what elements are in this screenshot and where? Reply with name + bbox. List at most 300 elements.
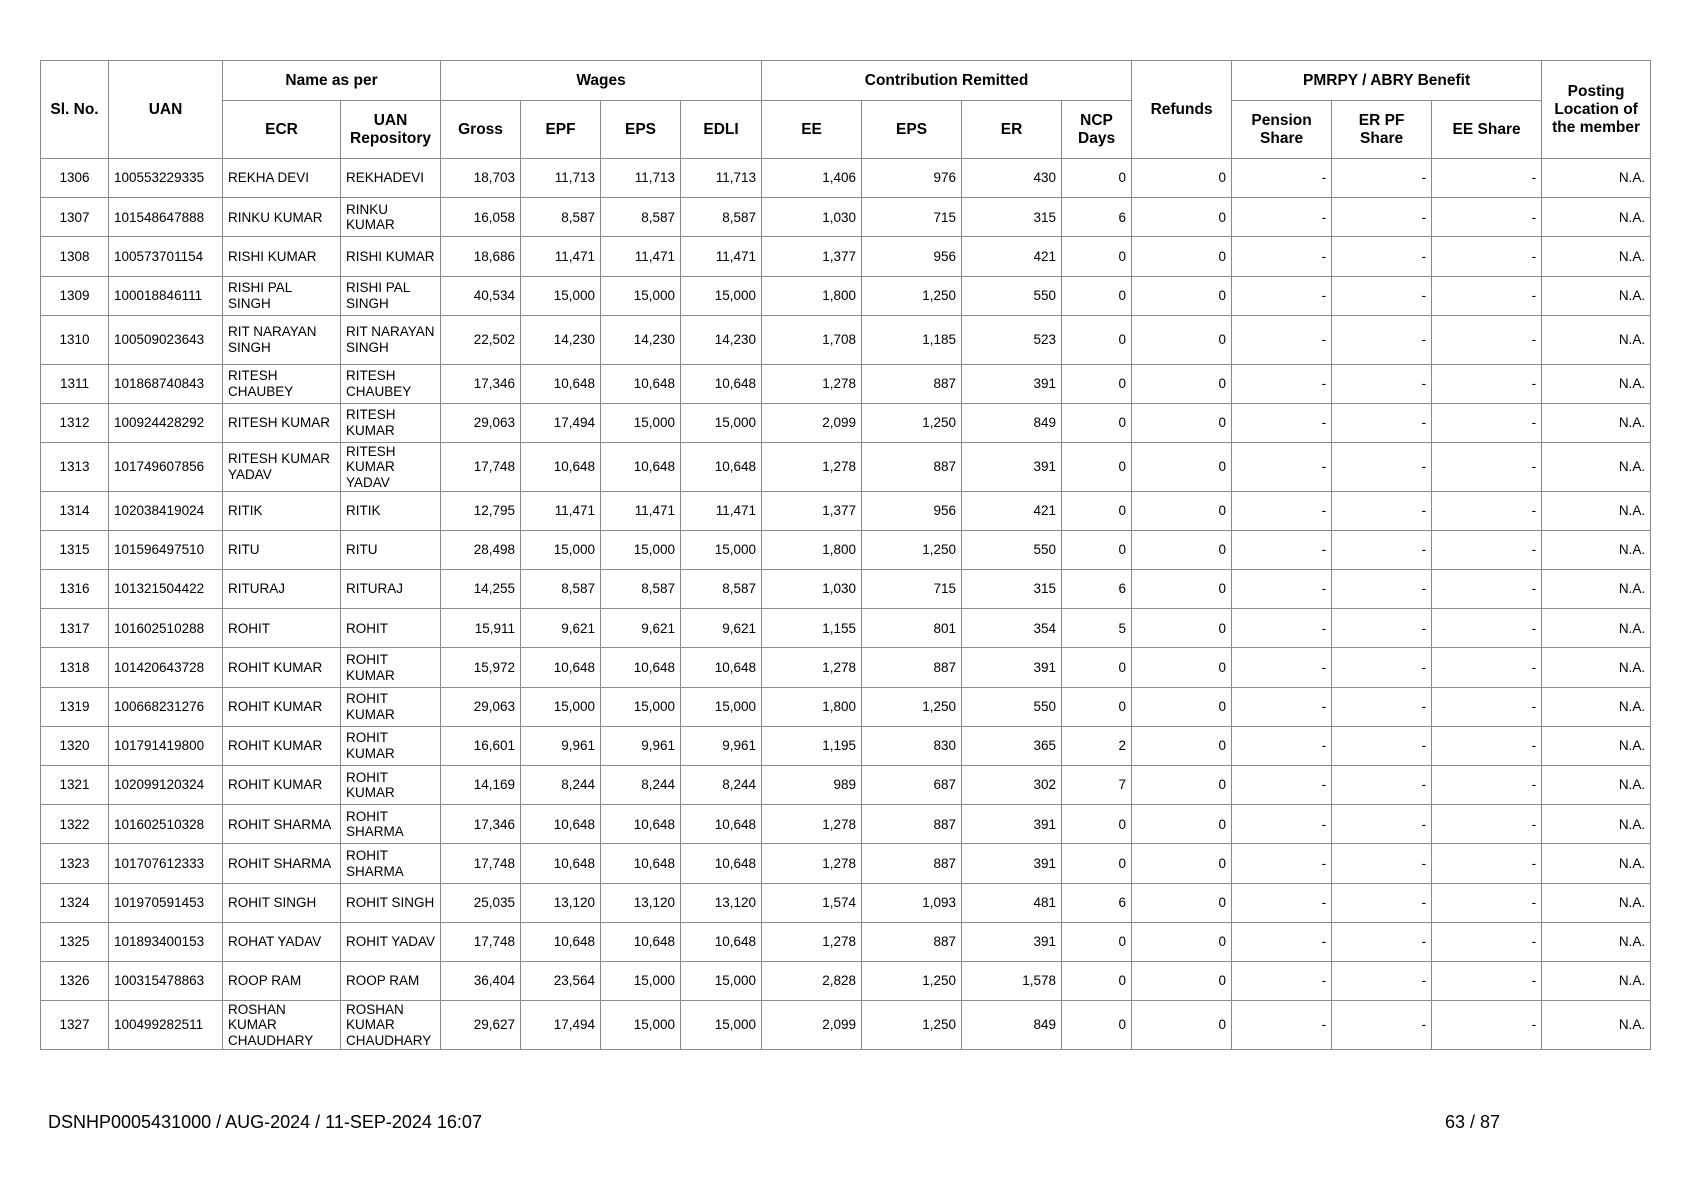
cell-ee: 1,195 (762, 726, 862, 765)
cell-er-pf-share: - (1332, 1001, 1432, 1050)
cell-uan: 102038419024 (109, 491, 223, 530)
cell-sl-no: 1310 (41, 315, 109, 364)
cell-ee-share: - (1432, 766, 1542, 805)
cell-name-ecr: RISHI PAL SINGH (223, 276, 341, 315)
cell-pension-share: - (1232, 159, 1332, 198)
col-header-refunds: Refunds (1132, 61, 1232, 159)
cell-ee-share: - (1432, 648, 1542, 687)
cell-pension-share: - (1232, 687, 1332, 726)
cell-epf: 17,494 (521, 403, 601, 442)
cell-edli: 11,471 (681, 491, 762, 530)
cell-name-uan-repository: REKHADEVI (341, 159, 441, 198)
cell-er-pf-share: - (1332, 276, 1432, 315)
posting-label: Posting (1567, 82, 1625, 100)
cell-name-uan-repository: ROHIT (341, 609, 441, 648)
cell-uan: 100509023643 (109, 315, 223, 364)
cell-eps-wages: 11,471 (601, 491, 681, 530)
cell-uan: 100018846111 (109, 276, 223, 315)
cell-eps-contribution: 801 (862, 609, 962, 648)
cell-gross: 29,063 (441, 403, 521, 442)
cell-pension-share: - (1232, 726, 1332, 765)
cell-er: 302 (962, 766, 1062, 805)
cell-eps-contribution: 1,250 (862, 1001, 962, 1050)
cell-pension-share: - (1232, 315, 1332, 364)
cell-gross: 17,748 (441, 844, 521, 883)
cell-er: 391 (962, 442, 1062, 491)
cell-er-pf-share: - (1332, 883, 1432, 922)
cell-er-pf-share: - (1332, 159, 1432, 198)
cell-uan: 101868740843 (109, 364, 223, 403)
cell-name-ecr: RITURAJ (223, 570, 341, 609)
cell-gross: 40,534 (441, 276, 521, 315)
cell-gross: 14,169 (441, 766, 521, 805)
cell-er-pf-share: - (1332, 961, 1432, 1000)
cell-edli: 15,000 (681, 687, 762, 726)
cell-er-pf-share: - (1332, 442, 1432, 491)
cell-pension-share: - (1232, 570, 1332, 609)
cell-name-ecr: RITESH KUMAR YADAV (223, 442, 341, 491)
cell-ee-share: - (1432, 364, 1542, 403)
cell-ee: 1,278 (762, 844, 862, 883)
cell-ee: 1,708 (762, 315, 862, 364)
cell-uan: 100315478863 (109, 961, 223, 1000)
cell-ncp-days: 0 (1062, 805, 1132, 844)
cell-ee: 989 (762, 766, 862, 805)
cell-epf: 15,000 (521, 530, 601, 569)
cell-eps-contribution: 1,250 (862, 403, 962, 442)
cell-refunds: 0 (1132, 159, 1232, 198)
cell-edli: 13,120 (681, 883, 762, 922)
cell-ee: 1,377 (762, 237, 862, 276)
cell-eps-wages: 15,000 (601, 530, 681, 569)
cell-posting-location: N.A. (1542, 442, 1651, 491)
cell-ee: 1,800 (762, 276, 862, 315)
cell-sl-no: 1316 (41, 570, 109, 609)
cell-gross: 22,502 (441, 315, 521, 364)
cell-gross: 15,911 (441, 609, 521, 648)
cell-eps-wages: 8,587 (601, 570, 681, 609)
cell-edli: 10,648 (681, 442, 762, 491)
cell-name-ecr: ROSHAN KUMAR CHAUDHARY (223, 1001, 341, 1050)
cell-ee: 1,278 (762, 364, 862, 403)
cell-pension-share: - (1232, 805, 1332, 844)
cell-refunds: 0 (1132, 687, 1232, 726)
cell-pension-share: - (1232, 883, 1332, 922)
cell-epf: 10,648 (521, 364, 601, 403)
cell-eps-contribution: 1,093 (862, 883, 962, 922)
cell-edli: 10,648 (681, 844, 762, 883)
cell-name-uan-repository: RISHI PAL SINGH (341, 276, 441, 315)
cell-gross: 18,703 (441, 159, 521, 198)
cell-er: 421 (962, 237, 1062, 276)
cell-ee: 1,574 (762, 883, 862, 922)
cell-eps-wages: 8,587 (601, 198, 681, 237)
cell-sl-no: 1306 (41, 159, 109, 198)
cell-eps-wages: 15,000 (601, 687, 681, 726)
cell-sl-no: 1322 (41, 805, 109, 844)
table-body (41, 159, 1651, 1050)
cell-gross: 16,601 (441, 726, 521, 765)
cell-eps-contribution: 715 (862, 570, 962, 609)
cell-er-pf-share: - (1332, 805, 1432, 844)
cell-posting-location: N.A. (1542, 491, 1651, 530)
cell-pension-share: - (1232, 766, 1332, 805)
cell-uan: 100668231276 (109, 687, 223, 726)
table-row (41, 648, 1651, 687)
cell-posting-location: N.A. (1542, 766, 1651, 805)
cell-posting-location: N.A. (1542, 364, 1651, 403)
cell-refunds: 0 (1132, 530, 1232, 569)
cell-sl-no: 1323 (41, 844, 109, 883)
cell-eps-contribution: 887 (862, 364, 962, 403)
cell-ncp-days: 6 (1062, 883, 1132, 922)
cell-refunds: 0 (1132, 403, 1232, 442)
table-row (41, 1001, 1651, 1050)
cell-posting-location: N.A. (1542, 237, 1651, 276)
cell-uan: 101548647888 (109, 198, 223, 237)
cell-epf: 10,648 (521, 922, 601, 961)
cell-pension-share: - (1232, 844, 1332, 883)
cell-epf: 13,120 (521, 883, 601, 922)
col-header-er-pf-share: ER PF Share (1332, 101, 1432, 159)
cell-eps-wages: 14,230 (601, 315, 681, 364)
cell-refunds: 0 (1132, 364, 1232, 403)
cell-ncp-days: 0 (1062, 237, 1132, 276)
cell-uan: 101602510288 (109, 609, 223, 648)
cell-eps-contribution: 956 (862, 491, 962, 530)
cell-pension-share: - (1232, 922, 1332, 961)
col-header-er: ER (962, 101, 1062, 159)
cell-ee-share: - (1432, 883, 1542, 922)
cell-name-uan-repository: RITIK (341, 491, 441, 530)
cell-eps-wages: 10,648 (601, 442, 681, 491)
cell-refunds: 0 (1132, 570, 1232, 609)
cell-epf: 17,494 (521, 1001, 601, 1050)
cell-sl-no: 1327 (41, 1001, 109, 1050)
cell-name-uan-repository: RITU (341, 530, 441, 569)
cell-epf: 10,648 (521, 648, 601, 687)
cell-edli: 10,648 (681, 648, 762, 687)
cell-pension-share: - (1232, 442, 1332, 491)
table-row (41, 922, 1651, 961)
cell-eps-wages: 13,120 (601, 883, 681, 922)
cell-ee: 1,278 (762, 442, 862, 491)
group-header-pmrpy-abry: PMRPY / ABRY Benefit (1232, 61, 1542, 101)
cell-ee-share: - (1432, 403, 1542, 442)
cell-ncp-days: 0 (1062, 442, 1132, 491)
cell-epf: 11,471 (521, 491, 601, 530)
table-row (41, 315, 1651, 364)
cell-edli: 15,000 (681, 276, 762, 315)
cell-pension-share: - (1232, 530, 1332, 569)
cell-er: 1,578 (962, 961, 1062, 1000)
cell-edli: 8,244 (681, 766, 762, 805)
cell-refunds: 0 (1132, 648, 1232, 687)
cell-ee: 1,278 (762, 922, 862, 961)
cell-sl-no: 1318 (41, 648, 109, 687)
table-row (41, 159, 1651, 198)
cell-er: 849 (962, 403, 1062, 442)
cell-posting-location: N.A. (1542, 1001, 1651, 1050)
cell-name-uan-repository: ROHIT SHARMA (341, 844, 441, 883)
cell-epf: 15,000 (521, 687, 601, 726)
cell-eps-wages: 10,648 (601, 364, 681, 403)
cell-eps-contribution: 1,250 (862, 530, 962, 569)
cell-er-pf-share: - (1332, 609, 1432, 648)
cell-ncp-days: 0 (1062, 491, 1132, 530)
cell-edli: 15,000 (681, 530, 762, 569)
cell-refunds: 0 (1132, 315, 1232, 364)
cell-uan: 101707612333 (109, 844, 223, 883)
cell-er: 365 (962, 726, 1062, 765)
cell-pension-share: - (1232, 198, 1332, 237)
cell-er: 391 (962, 648, 1062, 687)
cell-edli: 14,230 (681, 315, 762, 364)
footer-page-number: 63 / 87 (1445, 1112, 1501, 1132)
cell-refunds: 0 (1132, 237, 1232, 276)
cell-er-pf-share: - (1332, 922, 1432, 961)
cell-gross: 17,346 (441, 805, 521, 844)
cell-er-pf-share: - (1332, 364, 1432, 403)
cell-ee-share: - (1432, 198, 1542, 237)
cell-gross: 15,972 (441, 648, 521, 687)
cell-edli: 11,471 (681, 237, 762, 276)
cell-name-ecr: RISHI KUMAR (223, 237, 341, 276)
cell-eps-wages: 15,000 (601, 276, 681, 315)
cell-posting-location: N.A. (1542, 198, 1651, 237)
cell-refunds: 0 (1132, 805, 1232, 844)
cell-ee-share: - (1432, 961, 1542, 1000)
cell-ncp-days: 7 (1062, 766, 1132, 805)
cell-posting-location: N.A. (1542, 922, 1651, 961)
cell-er-pf-share: - (1332, 403, 1432, 442)
col-header-ncp-days: NCP Days (1062, 101, 1132, 159)
cell-eps-contribution: 887 (862, 805, 962, 844)
col-header-pension-share: Pension Share (1232, 101, 1332, 159)
cell-ee: 1,377 (762, 491, 862, 530)
cell-refunds: 0 (1132, 491, 1232, 530)
cell-er-pf-share: - (1332, 491, 1432, 530)
cell-uan: 101420643728 (109, 648, 223, 687)
cell-gross: 18,686 (441, 237, 521, 276)
cell-ee-share: - (1432, 922, 1542, 961)
col-header-ecr: ECR (223, 101, 341, 159)
cell-ncp-days: 6 (1062, 198, 1132, 237)
cell-er: 315 (962, 198, 1062, 237)
cell-name-ecr: ROHIT KUMAR (223, 726, 341, 765)
group-header-name-as-per: Name as per (223, 61, 441, 101)
cell-er-pf-share: - (1332, 844, 1432, 883)
cell-er: 550 (962, 530, 1062, 569)
cell-sl-no: 1313 (41, 442, 109, 491)
cell-pension-share: - (1232, 1001, 1332, 1050)
cell-pension-share: - (1232, 961, 1332, 1000)
cell-eps-contribution: 887 (862, 648, 962, 687)
cell-ee: 2,099 (762, 1001, 862, 1050)
cell-posting-location: N.A. (1542, 315, 1651, 364)
cell-sl-no: 1321 (41, 766, 109, 805)
cell-posting-location: N.A. (1542, 159, 1651, 198)
cell-posting-location: N.A. (1542, 844, 1651, 883)
cell-ee: 1,278 (762, 648, 862, 687)
cell-edli: 9,961 (681, 726, 762, 765)
cell-ee-share: - (1432, 609, 1542, 648)
cell-ncp-days: 0 (1062, 364, 1132, 403)
cell-eps-wages: 10,648 (601, 844, 681, 883)
cell-uan: 101596497510 (109, 530, 223, 569)
table-row (41, 530, 1651, 569)
cell-gross: 17,748 (441, 442, 521, 491)
cell-name-ecr: RIT NARAYAN SINGH (223, 315, 341, 364)
cell-er: 391 (962, 364, 1062, 403)
cell-name-uan-repository: ROHIT KUMAR (341, 687, 441, 726)
cell-eps-contribution: 1,185 (862, 315, 962, 364)
cell-name-ecr: RITU (223, 530, 341, 569)
cell-edli: 11,713 (681, 159, 762, 198)
cell-er: 391 (962, 922, 1062, 961)
cell-edli: 15,000 (681, 961, 762, 1000)
cell-uan: 101970591453 (109, 883, 223, 922)
cell-ee: 1,800 (762, 530, 862, 569)
cell-epf: 9,961 (521, 726, 601, 765)
group-header-wages: Wages (441, 61, 762, 101)
cell-ncp-days: 5 (1062, 609, 1132, 648)
cell-sl-no: 1311 (41, 364, 109, 403)
cell-eps-contribution: 1,250 (862, 687, 962, 726)
cell-uan: 101791419800 (109, 726, 223, 765)
cell-ee-share: - (1432, 844, 1542, 883)
cell-eps-wages: 10,648 (601, 648, 681, 687)
cell-posting-location: N.A. (1542, 530, 1651, 569)
cell-eps-wages: 9,621 (601, 609, 681, 648)
cell-ncp-days: 0 (1062, 844, 1132, 883)
cell-name-ecr: ROHIT KUMAR (223, 648, 341, 687)
col-header-ee-share: EE Share (1432, 101, 1542, 159)
cell-name-uan-repository: ROHIT SINGH (341, 883, 441, 922)
cell-ee-share: - (1432, 491, 1542, 530)
cell-edli: 10,648 (681, 805, 762, 844)
group-header-contribution-remitted: Contribution Remitted (762, 61, 1132, 101)
cell-posting-location: N.A. (1542, 687, 1651, 726)
col-header-eps-contribution: EPS (862, 101, 962, 159)
cell-er-pf-share: - (1332, 315, 1432, 364)
cell-uan: 102099120324 (109, 766, 223, 805)
cell-posting-location: N.A. (1542, 570, 1651, 609)
cell-eps-wages: 8,244 (601, 766, 681, 805)
cell-name-ecr: RITIK (223, 491, 341, 530)
cell-gross: 29,627 (441, 1001, 521, 1050)
cell-eps-wages: 10,648 (601, 805, 681, 844)
cell-sl-no: 1325 (41, 922, 109, 961)
cell-eps-wages: 15,000 (601, 961, 681, 1000)
cell-posting-location: N.A. (1542, 726, 1651, 765)
cell-epf: 10,648 (521, 805, 601, 844)
cell-name-ecr: RINKU KUMAR (223, 198, 341, 237)
table-row (41, 805, 1651, 844)
table-row (41, 883, 1651, 922)
cell-er-pf-share: - (1332, 198, 1432, 237)
cell-posting-location: N.A. (1542, 648, 1651, 687)
cell-sl-no: 1326 (41, 961, 109, 1000)
cell-epf: 15,000 (521, 276, 601, 315)
cell-gross: 25,035 (441, 883, 521, 922)
cell-ee-share: - (1432, 159, 1542, 198)
cell-ee-share: - (1432, 276, 1542, 315)
cell-er-pf-share: - (1332, 766, 1432, 805)
cell-uan: 100499282511 (109, 1001, 223, 1050)
cell-eps-wages: 15,000 (601, 403, 681, 442)
cell-name-ecr: ROHIT (223, 609, 341, 648)
cell-sl-no: 1309 (41, 276, 109, 315)
cell-edli: 8,587 (681, 198, 762, 237)
cell-uan: 101893400153 (109, 922, 223, 961)
cell-name-uan-repository: RITESH KUMAR (341, 403, 441, 442)
cell-pension-share: - (1232, 648, 1332, 687)
cell-ee: 1,278 (762, 805, 862, 844)
cell-sl-no: 1317 (41, 609, 109, 648)
cell-gross: 17,346 (441, 364, 521, 403)
table-row (41, 403, 1651, 442)
table-row (41, 844, 1651, 883)
cell-name-ecr: REKHA DEVI (223, 159, 341, 198)
cell-ee: 1,030 (762, 570, 862, 609)
table-row (41, 726, 1651, 765)
cell-eps-contribution: 715 (862, 198, 962, 237)
cell-pension-share: - (1232, 403, 1332, 442)
cell-edli: 10,648 (681, 364, 762, 403)
cell-posting-location: N.A. (1542, 883, 1651, 922)
cell-er-pf-share: - (1332, 687, 1432, 726)
cell-epf: 9,621 (521, 609, 601, 648)
col-header-eps-wages: EPS (601, 101, 681, 159)
col-header-uan: UAN (109, 61, 223, 159)
cell-er: 430 (962, 159, 1062, 198)
table-row (41, 364, 1651, 403)
cell-eps-contribution: 887 (862, 922, 962, 961)
cell-er: 354 (962, 609, 1062, 648)
cell-er: 523 (962, 315, 1062, 364)
cell-gross: 36,404 (441, 961, 521, 1000)
cell-epf: 8,244 (521, 766, 601, 805)
cell-edli: 15,000 (681, 1001, 762, 1050)
cell-ncp-days: 0 (1062, 922, 1132, 961)
cell-sl-no: 1324 (41, 883, 109, 922)
cell-name-uan-repository: ROHIT SHARMA (341, 805, 441, 844)
cell-eps-contribution: 830 (862, 726, 962, 765)
cell-name-uan-repository: ROOP RAM (341, 961, 441, 1000)
cell-name-uan-repository: RITESH KUMAR YADAV (341, 442, 441, 491)
cell-ee-share: - (1432, 442, 1542, 491)
cell-refunds: 0 (1132, 766, 1232, 805)
cell-name-ecr: ROOP RAM (223, 961, 341, 1000)
cell-epf: 10,648 (521, 844, 601, 883)
cell-posting-location: N.A. (1542, 805, 1651, 844)
cell-eps-contribution: 956 (862, 237, 962, 276)
cell-ncp-days: 0 (1062, 159, 1132, 198)
cell-pension-share: - (1232, 491, 1332, 530)
table-row (41, 237, 1651, 276)
cell-epf: 14,230 (521, 315, 601, 364)
cell-er-pf-share: - (1332, 726, 1432, 765)
cell-name-ecr: ROHIT SINGH (223, 883, 341, 922)
table-row (41, 687, 1651, 726)
cell-epf: 11,471 (521, 237, 601, 276)
cell-name-ecr: RITESH CHAUBEY (223, 364, 341, 403)
cell-er: 391 (962, 805, 1062, 844)
cell-eps-wages: 10,648 (601, 922, 681, 961)
cell-name-uan-repository: RINKU KUMAR (341, 198, 441, 237)
cell-posting-location: N.A. (1542, 276, 1651, 315)
